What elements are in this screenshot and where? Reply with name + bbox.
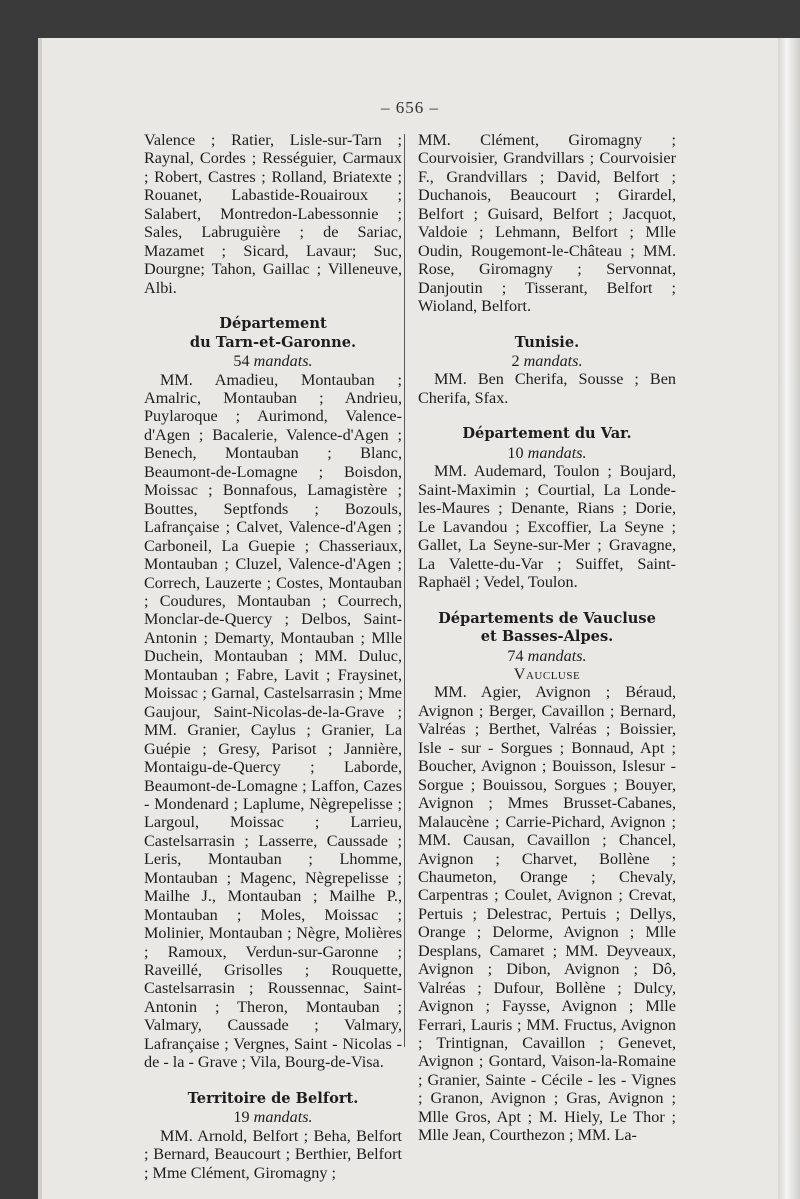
var-heading: Département du Var. xyxy=(462,425,632,443)
tunisie-list: MM. Ben Cherifa, Sousse ; Ben Cherifa, Sfax. xyxy=(418,370,676,407)
left-column xyxy=(144,131,402,1182)
tarn-et-garonne-count: 54 mandats. xyxy=(233,352,313,371)
belfort-list-continued: MM. Clément, Giromagny ; Courvoisier, Grandvillars ; Courvoisier F., Grandvillars ; David, Belfort ; Duchanois, Beaucourt ; Girardel, Belfort ; Guisard, Belfort ; Jacquot, Valdoie ; Lehmann, Belfort ; Mlle Oudin, Rougemont-le-Château ; MM. Rose, Giromagny ; Servonnat, Danjoutin ; Tisserant, Belfort ; Wioland, Belfort. xyxy=(418,131,676,316)
belfort-count: 19 mandats. xyxy=(233,1108,313,1127)
column-divider xyxy=(404,134,405,1047)
var-count: 10 mandats. xyxy=(507,443,587,462)
tarn-et-garonne-heading-line1: Département xyxy=(219,315,327,333)
belfort-heading: Territoire de Belfort. xyxy=(187,1089,359,1107)
vaucluse-heading-line1: Départements de Vaucluse xyxy=(438,609,656,627)
belfort-list: MM. Arnold, Belfort ; Beha, Belfort ; Bernard, Beaucourt ; Berthier, Belfort ; Mme Clément, Giromagny ; xyxy=(144,1126,402,1182)
vaucluse-count: 74 mandats. xyxy=(507,646,587,665)
vaucluse-heading-line2: et Basses-Alpes. xyxy=(480,628,614,646)
page-number: – 656 – xyxy=(381,98,439,117)
page-right-edge xyxy=(778,38,800,1199)
tarn-et-garonne-heading-line2: du Tarn-et-Garonne. xyxy=(189,333,357,351)
tunisie-heading: Tunisie. xyxy=(514,333,580,351)
var-list: MM. Audemard, Toulon ; Boujard, Saint-Maximin ; Courtial, La Londe-les-Maures ; Denante, Rians ; Dorie, Le Lavandou ; Excoffier, La Seyne ; Gallet, La Seyne-sur-Mer ; Gravagne, La Valette-du-Var ; Suiffet, Saint-Raphaël ; Vedel, Toulon. xyxy=(418,462,676,592)
right-column xyxy=(418,131,676,1145)
vaucluse-subheading: Vaucluse xyxy=(513,664,581,683)
tarn-list-end: Valence ; Ratier, Lisle-sur-Tarn ; Raynal, Cordes ; Rességuier, Carmaux ; Robert, Castres ; Rolland, Briatexte ; Rouanet, Labastide-Rouairoux ; Salabert, Montredon-Labessonnie ; Sales, Labruguière ; de Sariac, Mazamet ; Sicard, Lavaur; Suc, Dourgne; Tahon, Gaillac ; Villeneuve, Albi. xyxy=(144,131,402,297)
vaucluse-list: MM. Agier, Avignon ; Béraud, Avignon ; Berger, Cavaillon ; Bernard, Valréas ; Berthet, Valréas ; Boissier, Isle - sur - Sorgues ; Bonnaud, Apt ; Boucher, Avignon ; Bouisson, Islesur - Sorgue ; Bouissou, Sorgues ; Bouyer, Avignon ; Mmes Brusset-Cabanes, Malaucène ; Carrie-Pichard, Avignon ; MM. Causan, Cavaillon ; Chancel, Avignon ; Charvet, Bollène ; Chaumeton, Orange ; Chevaly, Carpentras ; Coulet, Avignon ; Crevat, Pertuis ; Delestrac, Pertuis ; Dellys, Orange ; Delorme, Avignon ; Mlle Desplans, Camaret ; MM. Deyveaux, Avignon ; Dibon, Avignon ; Dô, Valréas ; Dufour, Bollène ; Dulcy, Avignon ; Faysse, Avignon ; Mlle Ferrari, Lauris ; MM. Fructus, Avignon ; Trintignan, Cavaillon ; Genevet, Avignon ; Gontard, Vaison-la-Romaine ; Granier, Sainte - Cécile - les - Vignes ; Granon, Avignon ; Gras, Avignon ; Mlle Gros, Apt ; M. Hiely, Le Thor ; Mlle Jean, Courthezon ; MM. La- xyxy=(418,683,676,1145)
tarn-et-garonne-list: MM. Amadieu, Montauban ; Amalric, Montauban ; Andrieu, Puylaroque ; Aurimond, Valence-d'Agen ; Bacalerie, Valence-d'Agen ; Benech, Montauban ; Blanc, Beaumont-de-Lomagne ; Boisdon, Moissac ; Bonnafous, Lamagistère ; Bouttes, Septfonds ; Bozouls, Lafrançaise ; Calvet, Valence-d'Agen ; Carboneil, La Guepie ; Chasseriaux, Montauban ; Cluzel, Valence-d'Agen ; Correch, Lauzerte ; Costes, Montauban ; Coudures, Montauban ; Courrech, Monclar-de-Quercy ; Delbos, Saint-Antonin ; Demarty, Montauban ; Mlle Duchein, Montauban ; MM. Duluc, Montauban ; Fabre, Lavit ; Fraysinet, Moissac ; Garnal, Castelsarrasin ; Mme Gaujour, Saint-Nicolas-de-la-Grave ; MM. Granier, Caylus ; Granier, La Guépie ; Gresy, Parisot ; Jannière, Montaigu-de-Quercy ; Laborde, Beaumont-de-Lomagne ; Laffon, Cazes - Mondenard ; Laplume, Nègrepelisse ; Largoul, Moissac ; Larrieu, Castelsarrasin ; Lasserre, Caussade ; Leris, Montauban ; Lhomme, Montauban ; Magenc, Nègrepelisse ; Mailhe J., Montauban ; Mailhe P., Montauban ; Moles, Moissac ; Molinier, Montauban ; Nègre, Molières ; Ramoux, Verdun-sur-Garonne ; Raveillé, Grisolles ; Rouquette, Castelsarrasin ; Roussennac, Saint-Antonin ; Theron, Montauban ; Valmary, Caussade ; Valmary, Lafrançaise ; Vergnes, Saint - Nicolas - de - la - Grave ; Vila, Bourg-de-Visa. xyxy=(144,370,402,1072)
tunisie-count: 2 mandats. xyxy=(511,352,583,371)
